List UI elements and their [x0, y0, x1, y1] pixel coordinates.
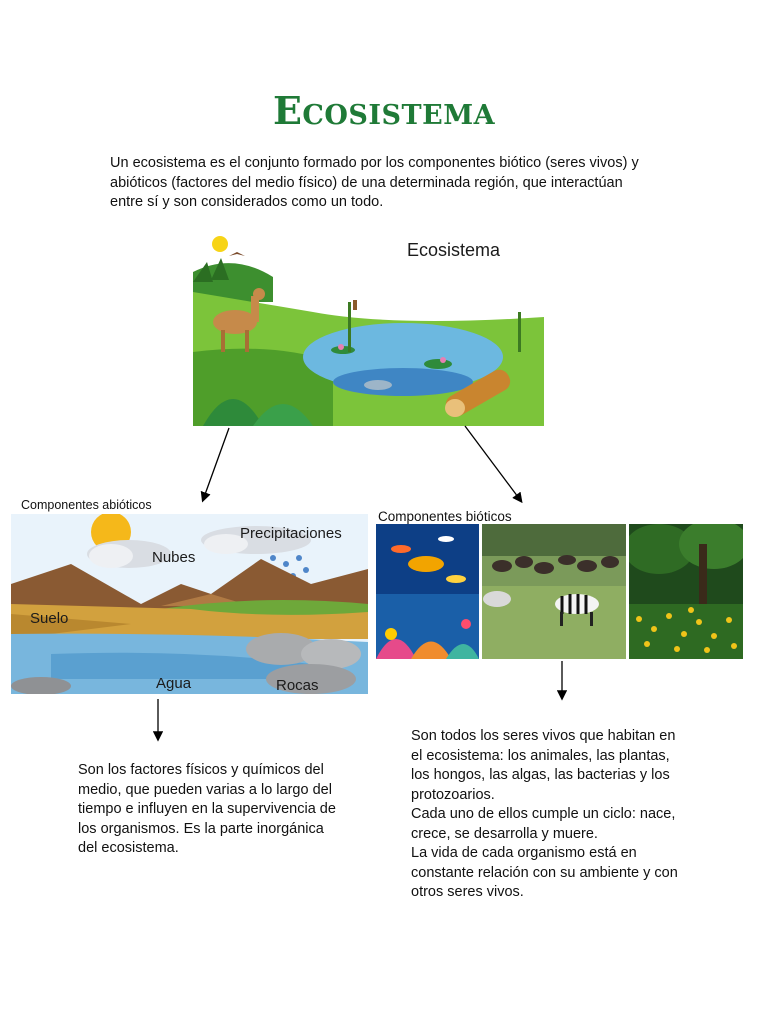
- biotic-heading: Componentes bióticos: [378, 509, 512, 524]
- label-suelo: Suelo: [30, 610, 69, 627]
- abiotic-heading: Componentes abióticos: [21, 498, 152, 512]
- abiotic-description: Son los factores físicos y químicos del medio, que pueden varias a lo largo del tiempo e influyen en la supervivencia de los organismos. Es la parte inorgánica del ecosistema.: [78, 762, 336, 856]
- biotic-photo-forest: [629, 524, 743, 659]
- intro-paragraph: Un ecosistema es el conjunto formado por los componentes biótico (seres vivos) y abióticos (factores del medio físico) de una determinada región, que interactúan entre sí y son considerados como un todo.: [110, 155, 639, 210]
- biotic-line: constante relación con su ambiente y con: [411, 864, 678, 881]
- page-title: Ecosistema: [272, 88, 496, 133]
- biotic-line: Son todos los seres vivos que habitan en: [411, 728, 676, 744]
- label-precipitaciones: Precipitaciones: [240, 525, 342, 542]
- ecosystem-caption: Ecosistema: [407, 240, 501, 260]
- label-agua: Agua: [156, 675, 192, 692]
- biotic-line: el ecosistema: los animales, las plantas,: [411, 747, 670, 764]
- biotic-photo-savanna: [482, 524, 626, 659]
- biotic-line: protozoarios.: [411, 786, 495, 803]
- arrow-to-biotic: [465, 426, 521, 501]
- biotic-line: otros seres vivos.: [411, 884, 524, 900]
- biotic-line: los hongos, las algas, las bacterias y los: [411, 767, 670, 783]
- biotic-description: [411, 727, 711, 903]
- biotic-photo-coral-reef: [376, 524, 479, 659]
- arrow-to-abiotic: [203, 428, 229, 500]
- biotic-line: Cada uno de ellos cumple un ciclo: nace,: [411, 806, 676, 822]
- biotic-line: La vida de cada organismo está en: [411, 845, 637, 861]
- biotic-line: crece, se desarrolla y muere.: [411, 825, 598, 842]
- label-rocas: Rocas: [276, 677, 319, 694]
- label-nubes: Nubes: [152, 549, 196, 566]
